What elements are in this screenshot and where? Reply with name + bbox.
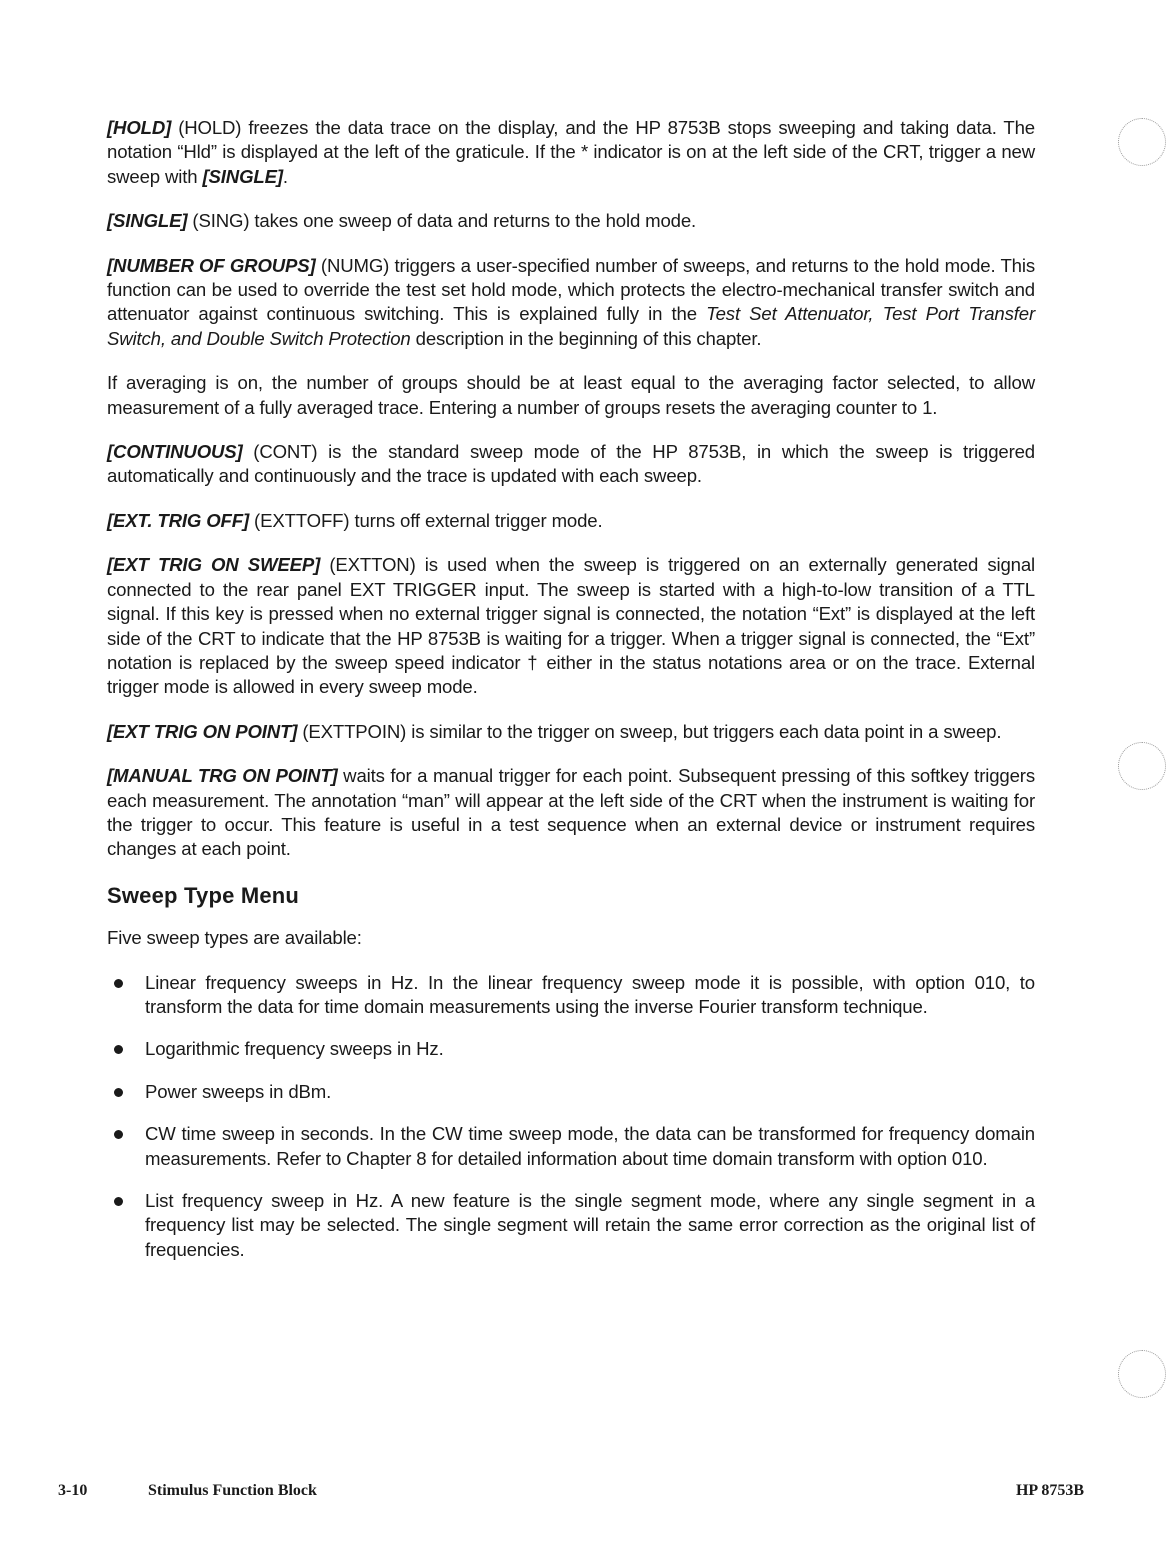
paragraph-text: waits for a manual trigger for each point. Subsequent pressing of this softkey triggers each measurement. The annotation “man” will appear at the left side of the CRT when the instrument is waiting for the trigger to occur. This feature is useful in a test sequence when an external device or instrument requires changes at each point. xyxy=(107,765,1035,860)
softkey-ext-trig-off: [EXT. TRIG OFF] xyxy=(107,509,250,531)
page-number: 3-10 xyxy=(58,1482,88,1499)
paragraph-text: (EXTTON) is used when the sweep is triggered on an externally generated signal connected to the rear panel EXT TRIGGER input. The sweep is started with a high-to-low transition of a TTL signal. If this key is pressed when no external trigger signal is connected, the notation “Ext” is displayed at the left side of the CRT to indicate that the HP 8753B is waiting for a trigger. When a trigger signal is connected, the “Ext” notation is replaced by the sweep speed indicator † either in the status notations area or on the trace. External trigger mode is allowed in every sweep mode. xyxy=(107,554,1036,698)
bullet-icon xyxy=(114,1088,123,1097)
sweep-type-list xyxy=(107,971,1035,1263)
softkey-single: [SINGLE] xyxy=(107,210,188,232)
list-item xyxy=(107,971,1035,1020)
cross-reference: Test Set Attenuator, Test Port Transfer Switch, and Double Switch Protection xyxy=(107,303,1035,349)
softkey-continuous: [CONTINUOUS] xyxy=(107,441,243,463)
softkey-ext-trig-on-sweep: [EXT TRIG ON SWEEP] xyxy=(107,554,321,576)
section-intro: Five sweep types are available: xyxy=(107,927,362,949)
paragraph-text: (EXTTOFF) turns off external trigger mode. xyxy=(249,509,603,531)
hole-punch-mark xyxy=(1118,1350,1166,1398)
paragraph-manual-trg-on-point xyxy=(107,764,1035,862)
paragraph-text: description in the beginning of this chapter. xyxy=(410,327,762,349)
footer-section-title: Stimulus Function Block xyxy=(148,1482,317,1499)
paragraph-text: (SING) takes one sweep of data and returns to the hold mode. xyxy=(187,210,697,232)
list-item xyxy=(107,1122,1035,1171)
list-item-text: Linear frequency sweeps in Hz. In the linear frequency sweep mode it is possible, with option 010, to transform the data for time domain measurements using the inverse Fourier transform technique. xyxy=(145,971,1035,1017)
bullet-icon xyxy=(114,979,123,988)
page-body xyxy=(107,116,1035,1280)
list-item xyxy=(107,1037,1035,1061)
bullet-icon xyxy=(114,1045,123,1054)
paragraph-ext-trig-off xyxy=(107,509,1035,533)
paragraph-text: (CONT) is the standard sweep mode of the HP 8753B, in which the sweep is triggered automatically and continuously and the trace is updated with each sweep. xyxy=(107,441,1035,487)
paragraph-ext-trig-on-sweep xyxy=(107,553,1035,699)
softkey-ext-trig-on-point: [EXT TRIG ON POINT] xyxy=(107,720,298,742)
paragraph-text: . xyxy=(282,165,288,187)
paragraph-number-of-groups xyxy=(107,254,1035,352)
list-item xyxy=(107,1189,1035,1262)
paragraph-text: (EXTTPOIN) is similar to the trigger on sweep, but triggers each data point in a sweep. xyxy=(297,720,1002,742)
softkey-manual-trg-on-point: [MANUAL TRG ON POINT] xyxy=(107,765,338,787)
footer-model: HP 8753B xyxy=(1015,1482,1084,1499)
list-item-text: Power sweeps in dBm. xyxy=(145,1080,332,1102)
paragraph-single xyxy=(107,209,1035,233)
bullet-icon xyxy=(114,1130,123,1139)
paragraph-text: (HOLD) freezes the data trace on the display, and the HP 8753B stops sweeping and taking data. The notation “Hld” is displayed at the left of the graticule. If the * indicator is on at the left side of the CRT, trigger a new sweep with xyxy=(107,117,1035,187)
softkey-number-of-groups: [NUMBER OF GROUPS] xyxy=(107,254,316,276)
list-item-text: CW time sweep in seconds. In the CW time sweep mode, the data can be transformed for frequency domain measurements. Refer to Chapter 8 for detailed information about time domain transform with option 010. xyxy=(145,1123,1035,1169)
list-item-text: List frequency sweep in Hz. A new feature is the single segment mode, where any single segment in a frequency list may be selected. The single segment will retain the same error correction as the original list of frequencies. xyxy=(145,1190,1035,1260)
hole-punch-mark xyxy=(1118,118,1166,166)
hole-punch-mark xyxy=(1118,742,1166,790)
list-item xyxy=(107,1080,1035,1104)
paragraph-ext-trig-on-point xyxy=(107,720,1035,744)
paragraph-hold xyxy=(107,116,1035,189)
section-heading: Sweep Type Menu xyxy=(107,882,300,908)
softkey-single-ref: [SINGLE] xyxy=(202,165,283,187)
bullet-icon xyxy=(114,1197,123,1206)
softkey-hold: [HOLD] xyxy=(107,117,172,138)
paragraph-averaging: If averaging is on, the number of groups should be at least equal to the averaging factor selected, to allow measurement of a fully averaged trace. Entering a number of groups resets the averaging counter to 1. xyxy=(107,372,1035,418)
paragraph-continuous xyxy=(107,440,1035,489)
paragraph-text: (NUMG) triggers a user-specified number of sweeps, and returns to the hold mode. This function can be used to override the test set hold mode, which protects the electro-mechanical transfer switch and attenuator against continuous switching. This is explained fully in the xyxy=(107,254,1035,325)
list-item-text: Logarithmic frequency sweeps in Hz. xyxy=(145,1038,444,1060)
